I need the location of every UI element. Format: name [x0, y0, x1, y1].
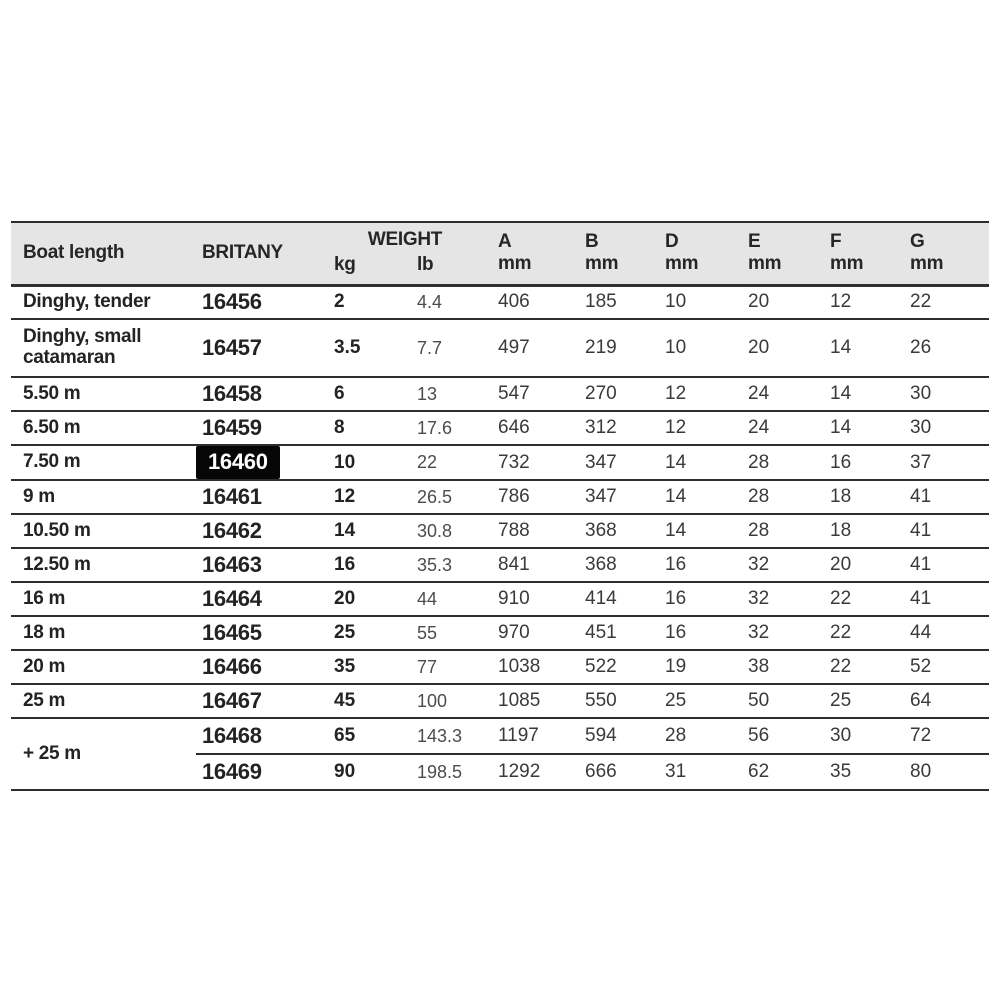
cell-dim-e: 56 — [739, 718, 821, 754]
header-lb: lb — [411, 252, 489, 285]
cell-weight-lb: 198.5 — [411, 754, 489, 790]
cell-dim-g: 80 — [901, 754, 989, 790]
cell-product-code: 16462 — [196, 514, 321, 548]
cell-weight-kg: 45 — [321, 684, 411, 718]
header-dim-g-letter: G — [910, 231, 925, 253]
cell-dim-d: 12 — [656, 377, 739, 411]
header-dim-g — [901, 222, 989, 285]
cell-dim-e: 62 — [739, 754, 821, 790]
cell-product-code: 16469 — [196, 754, 321, 790]
cell-boat-length: Dinghy, small catamaran — [11, 319, 196, 377]
cell-weight-lb: 7.7 — [411, 319, 489, 377]
cell-dim-f: 22 — [821, 650, 901, 684]
table-body — [11, 285, 989, 790]
table-row — [11, 514, 989, 548]
cell-weight-lb: 55 — [411, 616, 489, 650]
cell-dim-a: 786 — [489, 480, 576, 514]
cell-product-code — [196, 445, 321, 480]
header-kg: kg — [321, 252, 411, 285]
header-dim-a-unit: mm — [498, 253, 532, 275]
cell-dim-d: 12 — [656, 411, 739, 445]
cell-dim-d: 10 — [656, 319, 739, 377]
anchor-spec-table-wrap — [11, 221, 989, 791]
cell-weight-kg: 8 — [321, 411, 411, 445]
header-dim-b-letter: B — [585, 231, 599, 253]
cell-dim-f: 14 — [821, 411, 901, 445]
cell-boat-length: 7.50 m — [11, 445, 196, 480]
cell-weight-lb: 143.3 — [411, 718, 489, 754]
cell-weight-lb: 13 — [411, 377, 489, 411]
table-row — [11, 582, 989, 616]
cell-dim-g: 26 — [901, 319, 989, 377]
cell-boat-length: 10.50 m — [11, 514, 196, 548]
cell-dim-g: 41 — [901, 514, 989, 548]
cell-weight-kg: 20 — [321, 582, 411, 616]
cell-weight-lb: 100 — [411, 684, 489, 718]
cell-dim-a: 1085 — [489, 684, 576, 718]
cell-boat-length: 25 m — [11, 684, 196, 718]
header-dim-f-letter: F — [830, 231, 842, 253]
cell-boat-length: 20 m — [11, 650, 196, 684]
cell-weight-lb: 26.5 — [411, 480, 489, 514]
cell-product-code: 16466 — [196, 650, 321, 684]
cell-weight-lb: 44 — [411, 582, 489, 616]
cell-dim-a: 406 — [489, 285, 576, 319]
cell-dim-b: 219 — [576, 319, 656, 377]
cell-product-code: 16458 — [196, 377, 321, 411]
header-dim-e — [739, 222, 821, 285]
cell-product-code: 16467 — [196, 684, 321, 718]
cell-dim-a: 1038 — [489, 650, 576, 684]
header-dim-d-unit: mm — [665, 253, 699, 275]
cell-dim-a: 497 — [489, 319, 576, 377]
table-row — [11, 480, 989, 514]
cell-dim-d: 16 — [656, 616, 739, 650]
cell-dim-b: 550 — [576, 684, 656, 718]
header-dim-g-unit: mm — [910, 253, 944, 275]
cell-weight-kg: 6 — [321, 377, 411, 411]
cell-product-code: 16459 — [196, 411, 321, 445]
table-header — [11, 222, 989, 285]
cell-dim-d: 31 — [656, 754, 739, 790]
header-weight: WEIGHT — [321, 222, 489, 252]
cell-dim-e: 38 — [739, 650, 821, 684]
cell-dim-b: 347 — [576, 480, 656, 514]
cell-boat-length: 18 m — [11, 616, 196, 650]
cell-dim-f: 35 — [821, 754, 901, 790]
cell-dim-b: 368 — [576, 548, 656, 582]
cell-dim-a: 732 — [489, 445, 576, 480]
cell-dim-f: 22 — [821, 582, 901, 616]
cell-product-code: 16463 — [196, 548, 321, 582]
cell-dim-d: 10 — [656, 285, 739, 319]
header-dim-d — [656, 222, 739, 285]
table-row — [11, 650, 989, 684]
cell-dim-g: 41 — [901, 548, 989, 582]
table-row — [11, 684, 989, 718]
cell-dim-a: 1197 — [489, 718, 576, 754]
header-dim-f — [821, 222, 901, 285]
cell-dim-e: 28 — [739, 480, 821, 514]
cell-dim-f: 25 — [821, 684, 901, 718]
cell-dim-d: 14 — [656, 514, 739, 548]
cell-weight-lb: 17.6 — [411, 411, 489, 445]
cell-dim-d: 16 — [656, 548, 739, 582]
header-dim-e-unit: mm — [748, 253, 782, 275]
cell-dim-e: 50 — [739, 684, 821, 718]
header-dim-e-letter: E — [748, 231, 761, 253]
cell-dim-e: 20 — [739, 319, 821, 377]
cell-dim-f: 16 — [821, 445, 901, 480]
cell-weight-kg: 2 — [321, 285, 411, 319]
cell-weight-kg: 90 — [321, 754, 411, 790]
cell-dim-f: 12 — [821, 285, 901, 319]
cell-weight-lb: 22 — [411, 445, 489, 480]
cell-dim-g: 30 — [901, 411, 989, 445]
cell-dim-b: 185 — [576, 285, 656, 319]
cell-weight-kg: 10 — [321, 445, 411, 480]
cell-product-code: 16464 — [196, 582, 321, 616]
header-dim-b-unit: mm — [585, 253, 619, 275]
cell-dim-b: 347 — [576, 445, 656, 480]
cell-dim-b: 522 — [576, 650, 656, 684]
cell-weight-kg: 65 — [321, 718, 411, 754]
cell-product-code: 16457 — [196, 319, 321, 377]
cell-dim-f: 20 — [821, 548, 901, 582]
cell-boat-length: 12.50 m — [11, 548, 196, 582]
cell-dim-d: 14 — [656, 480, 739, 514]
cell-weight-lb: 77 — [411, 650, 489, 684]
cell-dim-e: 24 — [739, 411, 821, 445]
cell-dim-e: 20 — [739, 285, 821, 319]
cell-dim-b: 312 — [576, 411, 656, 445]
cell-dim-b: 270 — [576, 377, 656, 411]
cell-boat-length: 5.50 m — [11, 377, 196, 411]
cell-weight-kg: 25 — [321, 616, 411, 650]
cell-boat-length: 6.50 m — [11, 411, 196, 445]
cell-weight-kg: 14 — [321, 514, 411, 548]
table-row — [11, 377, 989, 411]
cell-dim-d: 14 — [656, 445, 739, 480]
cell-weight-lb: 35.3 — [411, 548, 489, 582]
cell-dim-d: 19 — [656, 650, 739, 684]
cell-dim-f: 18 — [821, 514, 901, 548]
cell-dim-f: 14 — [821, 377, 901, 411]
table-row — [11, 616, 989, 650]
header-row-1 — [11, 222, 989, 252]
cell-product-code: 16465 — [196, 616, 321, 650]
table-row — [11, 411, 989, 445]
cell-product-code: 16456 — [196, 285, 321, 319]
table-row — [11, 285, 989, 319]
cell-dim-g: 52 — [901, 650, 989, 684]
cell-dim-d: 28 — [656, 718, 739, 754]
cell-dim-g: 64 — [901, 684, 989, 718]
cell-dim-b: 666 — [576, 754, 656, 790]
table-row — [11, 718, 989, 754]
table-row — [11, 445, 989, 480]
cell-dim-g: 37 — [901, 445, 989, 480]
highlighted-product-code: 16460 — [196, 446, 280, 479]
header-britany: BRITANY — [196, 222, 321, 285]
cell-dim-e: 32 — [739, 616, 821, 650]
cell-dim-a: 788 — [489, 514, 576, 548]
cell-dim-f: 14 — [821, 319, 901, 377]
header-dim-d-letter: D — [665, 231, 679, 253]
header-dim-a-letter: A — [498, 231, 512, 253]
cell-weight-kg: 35 — [321, 650, 411, 684]
anchor-spec-table — [11, 221, 989, 791]
cell-dim-a: 547 — [489, 377, 576, 411]
cell-dim-g: 41 — [901, 582, 989, 616]
cell-dim-d: 25 — [656, 684, 739, 718]
cell-weight-kg: 16 — [321, 548, 411, 582]
cell-dim-g: 41 — [901, 480, 989, 514]
cell-dim-g: 72 — [901, 718, 989, 754]
cell-dim-g: 22 — [901, 285, 989, 319]
cell-dim-b: 414 — [576, 582, 656, 616]
cell-dim-g: 30 — [901, 377, 989, 411]
cell-weight-kg: 12 — [321, 480, 411, 514]
cell-dim-a: 1292 — [489, 754, 576, 790]
cell-product-code: 16468 — [196, 718, 321, 754]
cell-dim-f: 22 — [821, 616, 901, 650]
table-row — [11, 319, 989, 377]
cell-boat-length: 16 m — [11, 582, 196, 616]
header-dim-a — [489, 222, 576, 285]
cell-dim-b: 368 — [576, 514, 656, 548]
cell-dim-d: 16 — [656, 582, 739, 616]
cell-dim-e: 32 — [739, 548, 821, 582]
cell-dim-b: 594 — [576, 718, 656, 754]
cell-product-code: 16461 — [196, 480, 321, 514]
cell-weight-lb: 4.4 — [411, 285, 489, 319]
table-row — [11, 548, 989, 582]
cell-dim-a: 646 — [489, 411, 576, 445]
cell-weight-lb: 30.8 — [411, 514, 489, 548]
cell-dim-a: 841 — [489, 548, 576, 582]
header-dim-b — [576, 222, 656, 285]
header-boat-length: Boat length — [11, 222, 196, 285]
cell-dim-g: 44 — [901, 616, 989, 650]
cell-boat-length: 9 m — [11, 480, 196, 514]
header-dim-f-unit: mm — [830, 253, 864, 275]
cell-dim-e: 24 — [739, 377, 821, 411]
cell-boat-length: + 25 m — [11, 718, 196, 790]
cell-boat-length: Dinghy, tender — [11, 285, 196, 319]
cell-dim-e: 28 — [739, 514, 821, 548]
cell-weight-kg: 3.5 — [321, 319, 411, 377]
cell-dim-a: 910 — [489, 582, 576, 616]
cell-dim-e: 28 — [739, 445, 821, 480]
cell-dim-e: 32 — [739, 582, 821, 616]
cell-dim-b: 451 — [576, 616, 656, 650]
cell-dim-f: 18 — [821, 480, 901, 514]
cell-dim-f: 30 — [821, 718, 901, 754]
cell-dim-a: 970 — [489, 616, 576, 650]
